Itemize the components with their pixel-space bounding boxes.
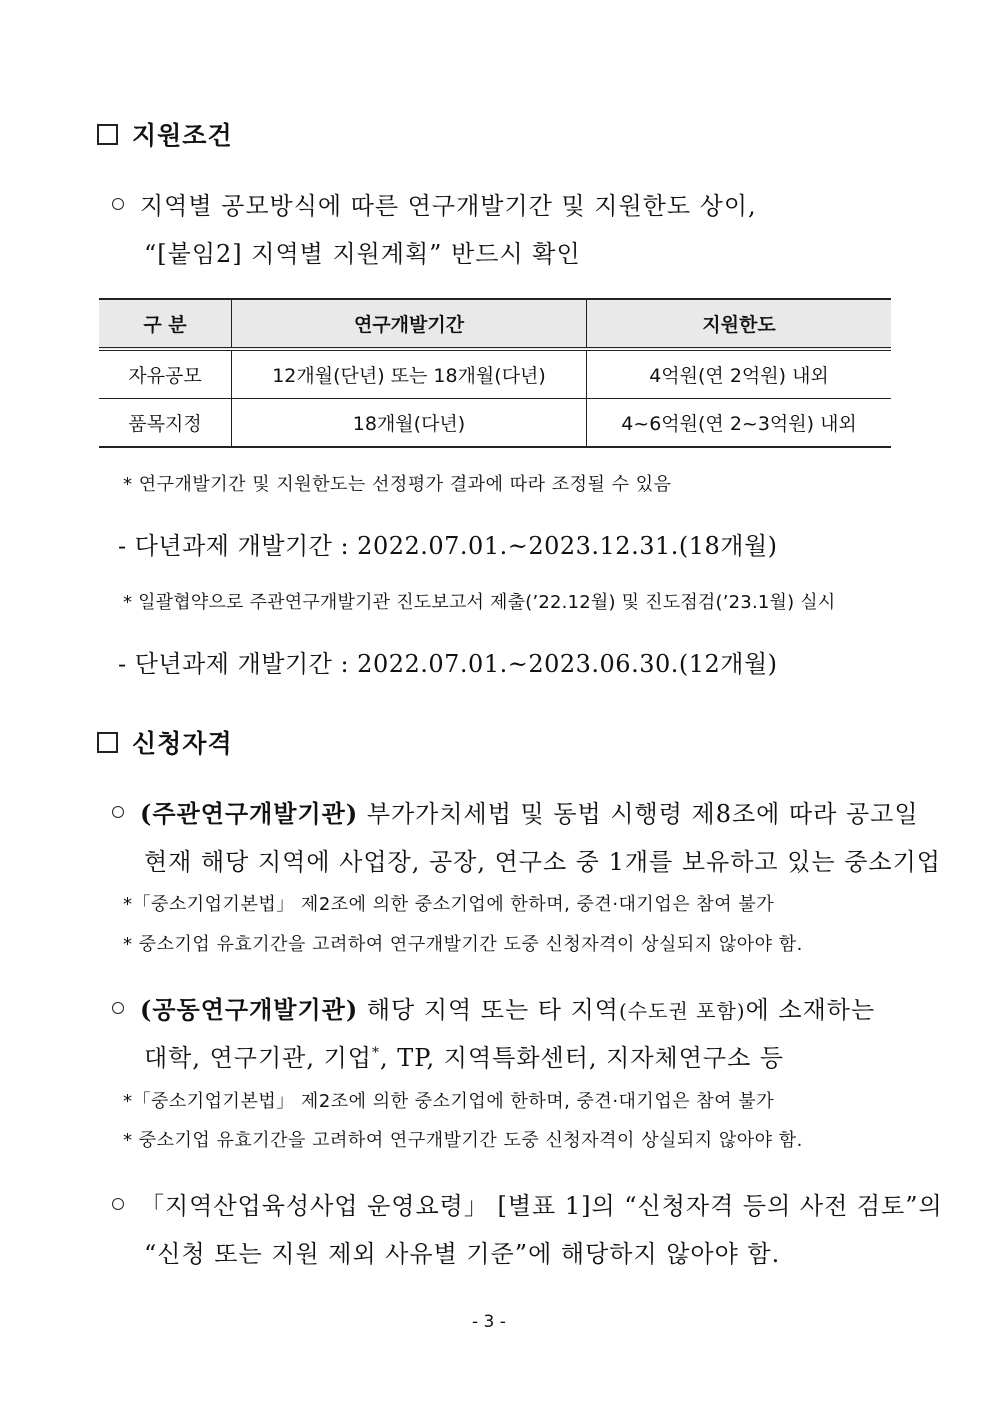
table-header-row [99,299,891,349]
lead-note-validity: * 중소기업 유효기간을 고려하여 연구개발기간 도중 신청자격이 상실되지 않아야 함. [123,934,803,955]
header-category: 구 분 [99,299,232,349]
section-title-eligibility: 신청자격 [97,724,233,760]
checkbox-square-icon [97,124,118,145]
conditions-bullet-line2: “[붙임2] 지역별 지원계획” 반드시 확인 [144,240,581,268]
lead-note-sme-act: *「중소기업기본법」 제2조에 의한 중소기업에 한하며, 중견·대기업은 참여 불가 [123,894,775,915]
operating-rules-bullet: 「지역산업육성사업 운영요령」 [별표 1]의 “신청자격 등의 사전 검토”의 [112,1186,943,1221]
circle-bullet-icon [112,1198,124,1210]
joint-institution-bullet: (공동연구개발기관) 해당 지역 또는 타 지역(수도권 포함)에 소재하는 [112,990,875,1025]
table-cell: 4억원(연 2억원) 내외 [587,349,892,399]
table-row [99,399,891,448]
support-table [99,298,891,448]
circle-bullet-icon [112,1002,124,1014]
joint-note-validity: * 중소기업 유효기간을 고려하여 연구개발기간 도중 신청자격이 상실되지 않아야 함. [123,1130,803,1151]
single-year-period: - 단년과제 개발기간 : 2022.07.01.~2023.06.30.(12개월) [118,650,778,678]
lead-institution-line2: 현재 해당 지역에 사업장, 공장, 연구소 중 1개를 보유하고 있는 중소기업 [144,848,941,876]
table-cell: 4~6억원(연 2~3억원) 내외 [587,399,892,448]
circle-bullet-icon [112,806,124,818]
table-cell: 18개월(다년) [232,399,587,448]
joint-institution-label: (공동연구개발기관) [140,995,359,1024]
page-number: - 3 - [472,1312,506,1332]
lead-institution-label: (주관연구개발기관) [140,799,359,828]
joint-institution-line2: 대학, 연구기관, 기업*, TP, 지역특화센터, 지자체연구소 등 [144,1044,785,1072]
header-limit: 지원한도 [587,299,892,349]
note-progress-report: * 일괄협약으로 주관연구개발기관 진도보고서 제출(’22.12월) 및 진도점검(’23.1월) 실시 [123,592,836,613]
lead-institution-bullet: (주관연구개발기관) 부가가치세법 및 동법 시행령 제8조에 따라 공고일 [112,794,919,829]
table-cell: 12개월(단년) 또는 18개월(다년) [232,349,587,399]
section-title-conditions: 지원조건 [97,116,233,152]
joint-note-sme-act: *「중소기업기본법」 제2조에 의한 중소기업에 한하며, 중견·대기업은 참여 불가 [123,1091,775,1112]
header-period: 연구개발기간 [232,299,587,349]
table-cell: 품목지정 [99,399,232,448]
table-cell: 자유공모 [99,349,232,399]
circle-bullet-icon [112,198,124,210]
checkbox-square-icon [97,732,118,753]
table-row [99,349,891,399]
conditions-bullet: 지역별 공모방식에 따른 연구개발기간 및 지원한도 상이, [112,186,757,221]
operating-rules-line2: “신청 또는 지원 제외 사유별 기준”에 해당하지 않아야 함. [144,1240,781,1268]
note-adjustment: * 연구개발기간 및 지원한도는 선정평가 결과에 따라 조정될 수 있음 [123,474,672,495]
multi-year-period: - 다년과제 개발기간 : 2022.07.01.~2023.12.31.(18개월) [118,532,778,560]
